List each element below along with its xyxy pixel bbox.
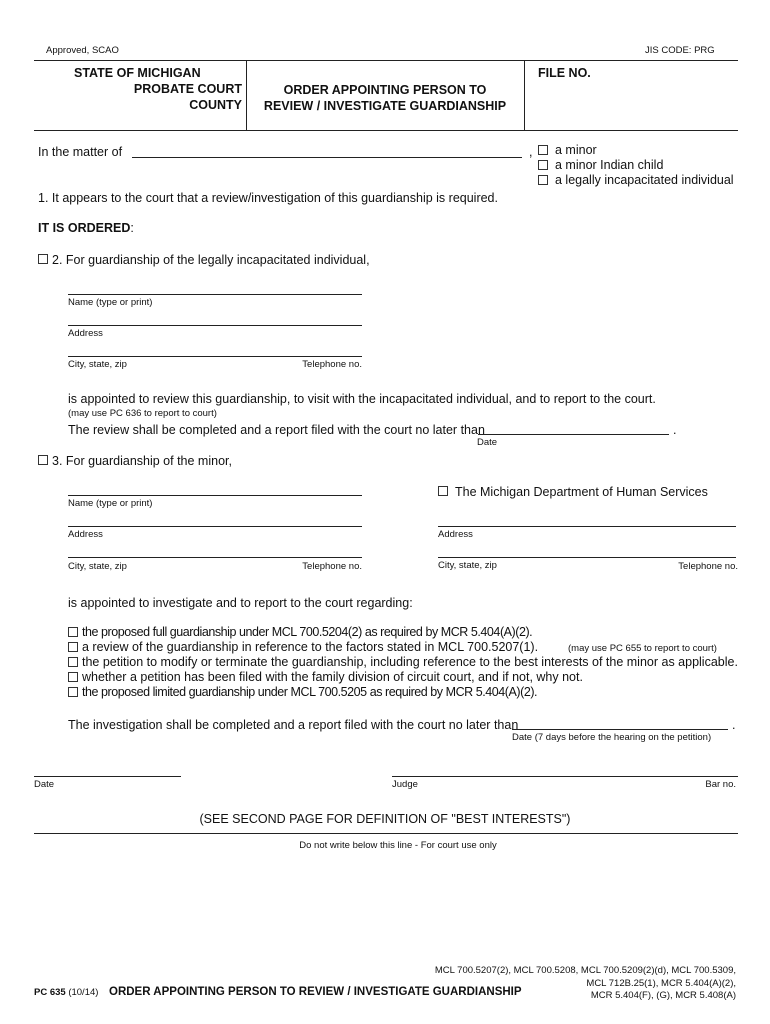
review-guardianship-label: a review of the guardianship in reference to the factors stated in MCL 700.5207(1). [82, 640, 539, 654]
signature-date-input[interactable] [34, 761, 185, 777]
form-title-line2: REVIEW / INVESTIGATE GUARDIANSHIP [263, 99, 507, 113]
judge-label: Judge [392, 779, 418, 790]
court-name: PROBATE COURT [133, 82, 242, 96]
header-divider-right [524, 60, 525, 130]
investigation-date-input[interactable] [512, 714, 732, 730]
pc655-note: (may use PC 655 to report to court) [568, 643, 717, 654]
court-use-rule [34, 833, 738, 834]
petition-filed-checkbox[interactable] [68, 672, 78, 682]
minor-label: a minor [555, 143, 597, 157]
item-3-city-label: City, state, zip [68, 561, 127, 572]
item-2-checkbox[interactable] [38, 254, 48, 264]
see-second-page-note: (SEE SECOND PAGE FOR DEFINITION OF "BEST INTERESTS") [199, 812, 571, 826]
item-3-name-label: Name (type or print) [68, 498, 153, 509]
dhs-phone-label: Telephone no. [678, 561, 738, 572]
item-2-date-input[interactable] [478, 419, 673, 435]
item-2-address-input[interactable] [68, 310, 366, 326]
county-label: COUNTY [189, 98, 242, 112]
full-guardianship-label: the proposed full guardianship under MCL 700.5204(2) as required by MCR 5.404(A)(2). [82, 625, 533, 639]
jis-code: JIS CODE: PRG [645, 45, 715, 56]
investigation-period: . [732, 718, 736, 732]
state-name: STATE OF MICHIGAN [74, 66, 201, 80]
item-3-city-input[interactable] [68, 542, 272, 558]
item-3-name-input[interactable] [68, 480, 366, 496]
footer-form-id [34, 987, 98, 998]
court-use-note: Do not write below this line - For court use only [299, 840, 497, 851]
matter-comma: , [529, 145, 533, 159]
limited-guardianship-label: the proposed limited guardianship under MCL 700.5205 as required by MCR 5.404(A)(2). [82, 685, 538, 699]
modify-terminate-checkbox[interactable] [68, 657, 78, 667]
item-3-address-label: Address [68, 529, 103, 540]
item-2-review-text: The review shall be completed and a report filed with the court no later than [68, 423, 485, 437]
item-3-appointed-text: is appointed to investigate and to report to the court regarding: [68, 596, 413, 610]
item-2-phone-label: Telephone no. [302, 359, 362, 370]
bar-no-input[interactable] [650, 761, 742, 777]
signature-date-label: Date [34, 779, 55, 790]
item-2-appointed-text: is appointed to review this guardianship, to visit with the incapacitated individual, and to report to the court. [68, 392, 656, 406]
incapacitated-individual-label: a legally incapacitated individual [555, 173, 734, 187]
header-bottom-rule [34, 130, 738, 131]
minor-indian-child-checkbox[interactable] [538, 160, 548, 170]
item-2-label: 2. For guardianship of the legally incapacitated individual, [52, 253, 370, 267]
investigation-date-label: Date (7 days before the hearing on the petition) [512, 732, 712, 743]
item-2-note: (may use PC 636 to report to court) [68, 408, 217, 419]
item-1-text: 1. It appears to the court that a review/investigation of this guardianship is required. [38, 191, 498, 205]
dhs-checkbox[interactable] [438, 486, 448, 496]
item-2-city-input[interactable] [68, 341, 272, 357]
mcl-line-3: MCR 5.404(F), (G), MCR 5.408(A) [590, 990, 736, 1001]
limited-guardianship-checkbox[interactable] [68, 687, 78, 697]
header-top-rule [34, 60, 738, 61]
item-2-date-label: Date [477, 437, 498, 448]
bar-no-label: Bar no. [705, 779, 736, 790]
item-2-city-label: City, state, zip [68, 359, 127, 370]
item-2-name-label: Name (type or print) [68, 297, 153, 308]
matter-label: In the matter of [38, 145, 123, 159]
item-2-address-label: Address [68, 328, 103, 339]
review-guardianship-checkbox[interactable] [68, 642, 78, 652]
form-number: PC 635 [34, 987, 66, 998]
form-title-line1: ORDER APPOINTING PERSON TO [283, 83, 487, 97]
dhs-label: The Michigan Department of Human Services [455, 485, 708, 499]
matter-name-input[interactable] [132, 142, 526, 158]
dhs-address-label: Address [438, 529, 473, 540]
minor-indian-child-label: a minor Indian child [555, 158, 664, 172]
item-3-label: 3. For guardianship of the minor, [52, 454, 232, 468]
item-2-period: . [673, 423, 677, 437]
mcl-line-1: MCL 700.5207(2), MCL 700.5208, MCL 700.5209(2)(d), MCL 700.5309, [434, 965, 736, 976]
modify-terminate-label: the petition to modify or terminate the guardianship, including reference to the best interests of the minor as applicable. [82, 655, 738, 669]
form-revision: (10/14) [68, 987, 99, 998]
investigation-text: The investigation shall be completed and a report filed with the court no later than [68, 718, 519, 732]
item-2-phone-input[interactable] [280, 341, 366, 357]
dhs-phone-input[interactable] [650, 542, 740, 558]
minor-checkbox[interactable] [538, 145, 548, 155]
item-3-address-input[interactable] [68, 511, 366, 527]
item-3-checkbox[interactable] [38, 455, 48, 465]
petition-filed-label: whether a petition has been filed with the family division of circuit court, and if not, why not. [82, 670, 583, 684]
dhs-address-input[interactable] [438, 511, 740, 527]
file-no-input[interactable] [600, 66, 734, 82]
approved-text: Approved, SCAO [46, 45, 119, 56]
judge-signature-input[interactable] [392, 761, 646, 777]
item-3-phone-label: Telephone no. [302, 561, 362, 572]
it-is-ordered-heading: IT IS ORDERED: [38, 221, 134, 235]
file-no-label: FILE NO. [538, 66, 591, 80]
footer-title: ORDER APPOINTING PERSON TO REVIEW / INVESTIGATE GUARDIANSHIP [109, 986, 522, 998]
mcl-line-2: MCL 712B.25(1), MCR 5.404(A)(2), [586, 978, 736, 989]
county-input[interactable] [40, 97, 194, 113]
item-3-phone-input[interactable] [280, 542, 366, 558]
item-2-name-input[interactable] [68, 279, 366, 295]
incapacitated-individual-checkbox[interactable] [538, 175, 548, 185]
dhs-city-label: City, state, zip [438, 560, 497, 571]
dhs-city-input[interactable] [438, 542, 642, 558]
full-guardianship-checkbox[interactable] [68, 627, 78, 637]
